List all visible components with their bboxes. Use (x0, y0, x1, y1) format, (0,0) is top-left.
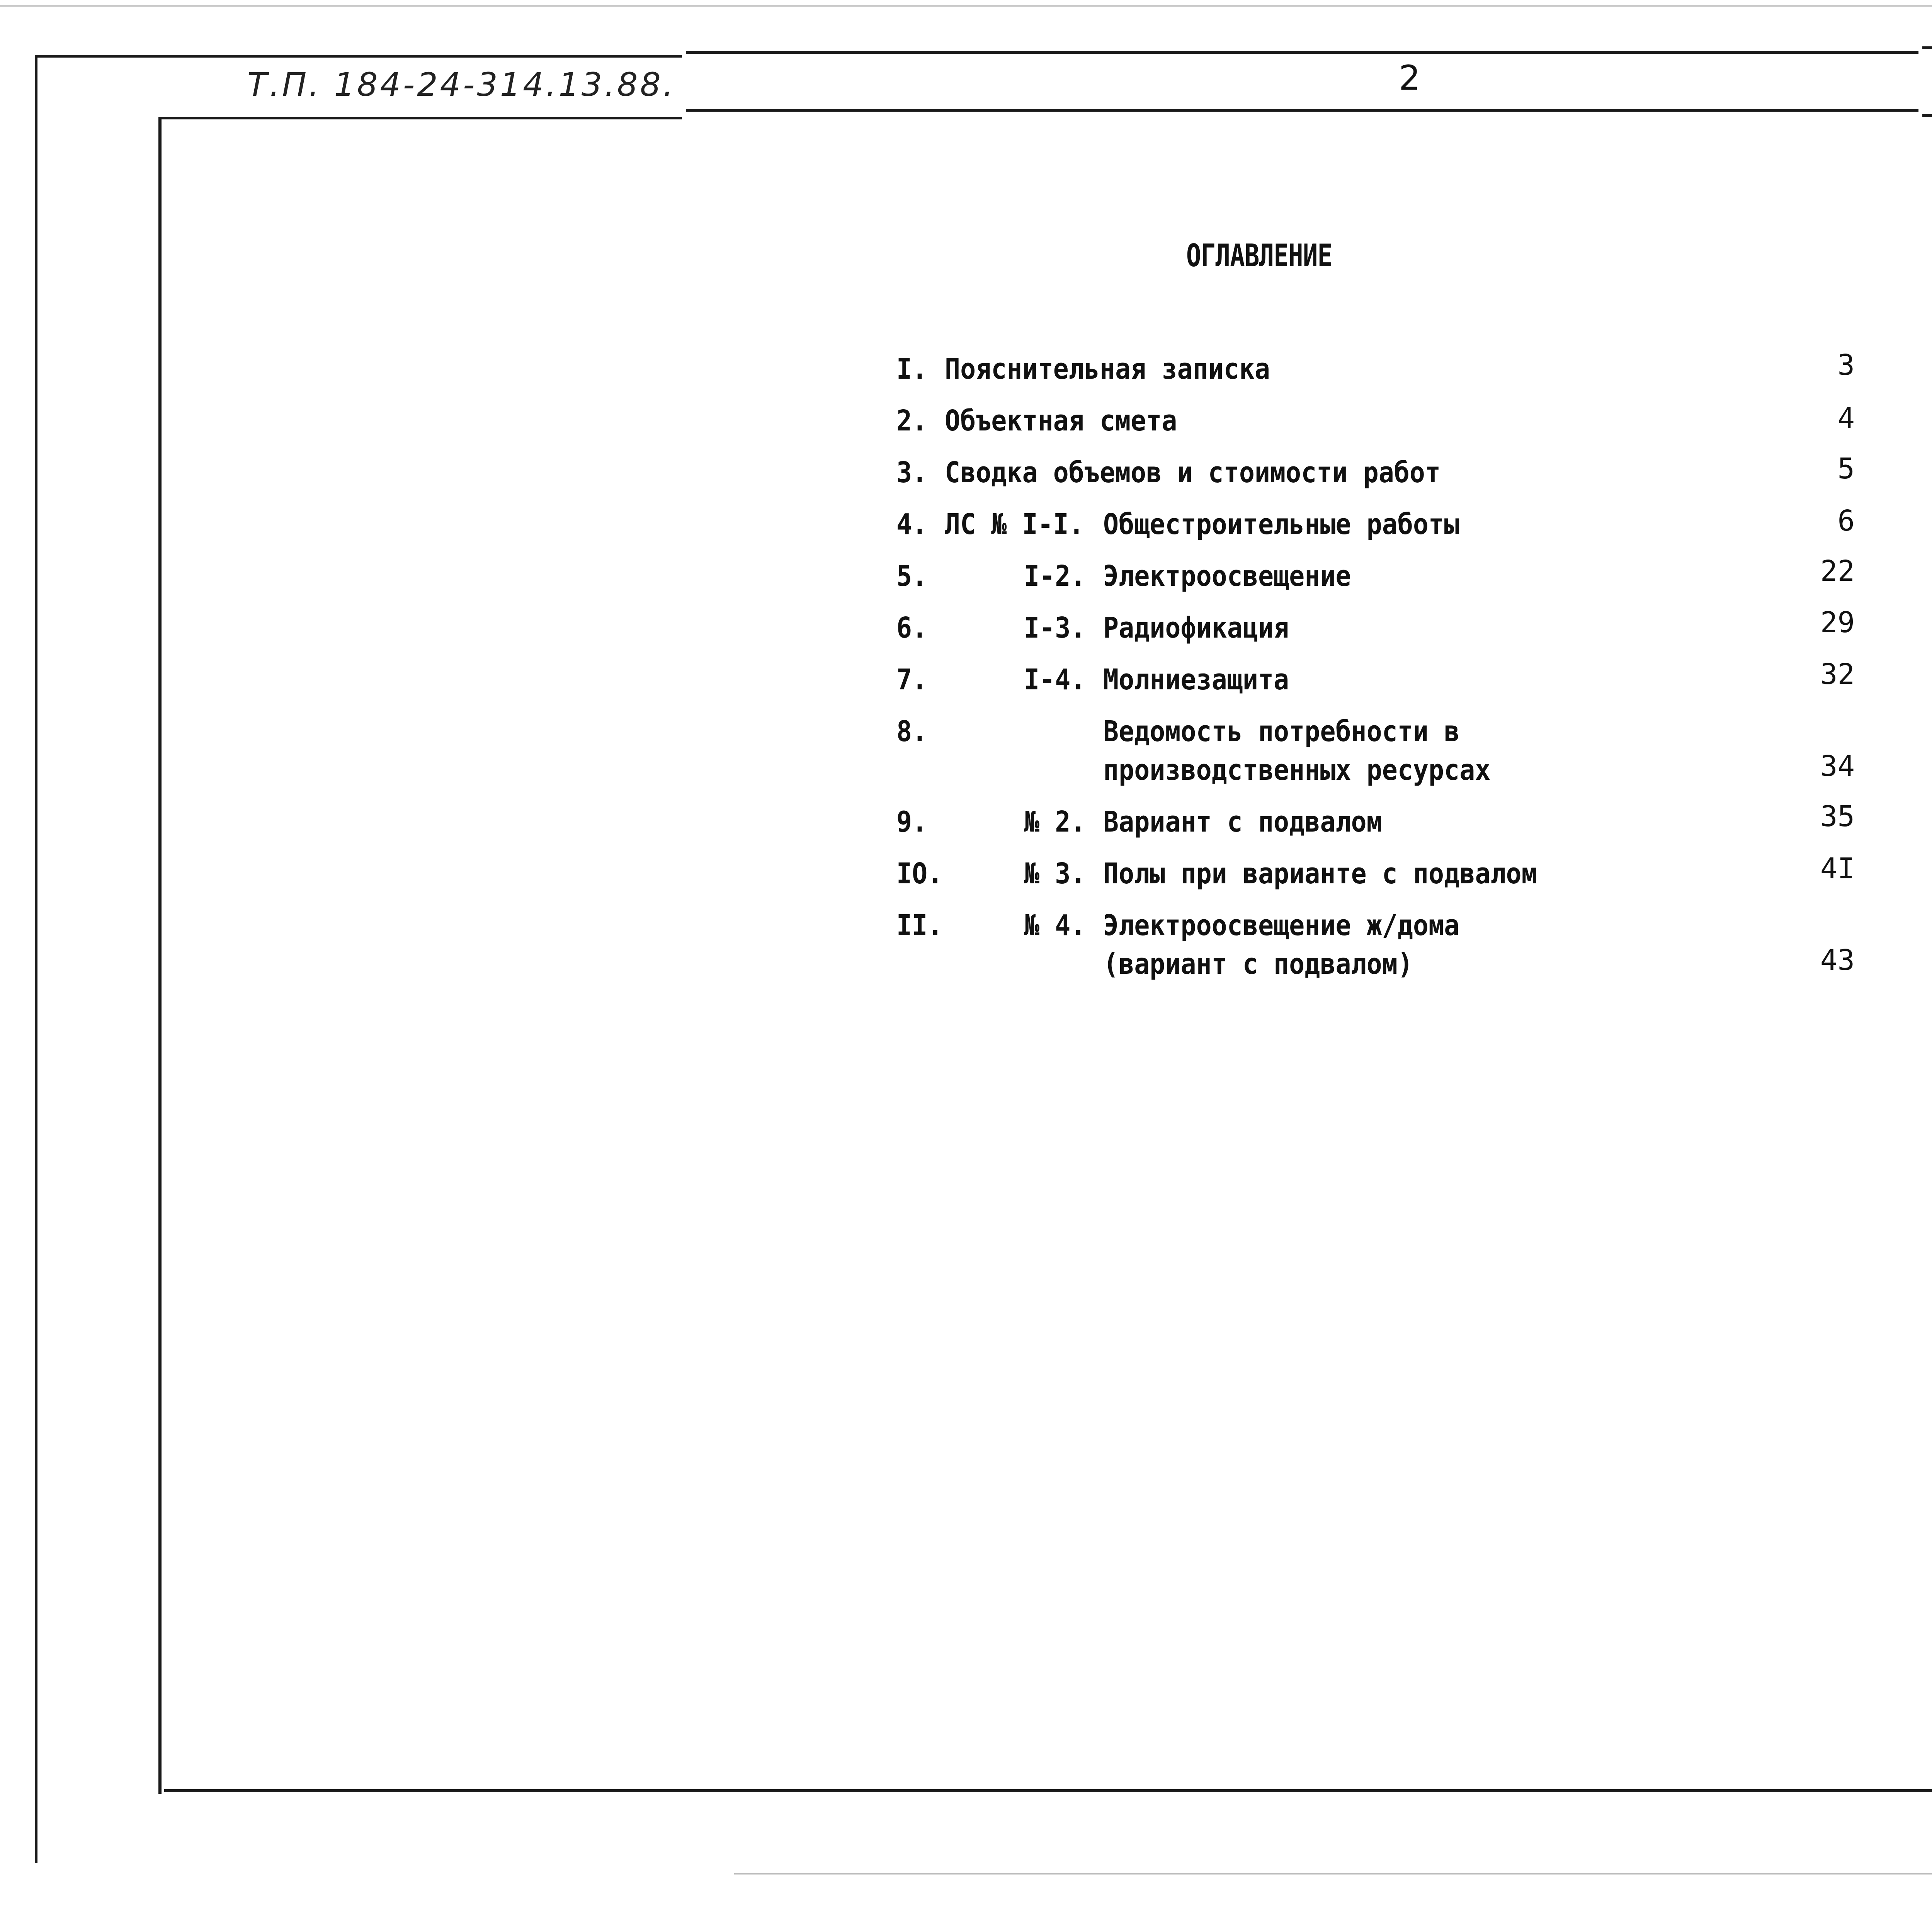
toc-entry-number: 2. (896, 404, 928, 437)
toc-entry-code: № 4. (1024, 909, 1086, 942)
toc-entry-number: 9. (896, 805, 928, 839)
toc-entry-text: Пояснительная записка (945, 352, 1270, 386)
toc-entry-number: 4. (896, 508, 928, 541)
toc-entry-number: I. (896, 352, 928, 386)
toc-entry-number: II. (896, 909, 943, 942)
toc-entry-text-line2: (вариант с подвалом) (1103, 947, 1413, 981)
toc-entry-page: 22 (1820, 555, 1855, 588)
toc-entry-code: I-4. (1024, 663, 1086, 696)
toc-entry-text: Ведомость потребности в (1103, 715, 1460, 748)
toc-entry-page: 6 (1837, 504, 1855, 538)
toc-entry-page: 32 (1820, 658, 1855, 691)
toc-entry-page: 5 (1837, 452, 1855, 485)
toc-entry-page: 43 (1820, 944, 1855, 977)
toc-entry-text: Общестроительные работы (1103, 508, 1460, 541)
toc-entry-text: Электроосвещение (1103, 560, 1351, 593)
toc-entry-text: Сводка объемов и стоимости работ (945, 456, 1441, 489)
toc-entry-text: Объектная смета (945, 404, 1177, 437)
toc-entry-page: 3 (1837, 349, 1855, 382)
toc-entry-code: I-3. (1024, 611, 1086, 645)
toc-entry-number: 5. (896, 560, 928, 593)
toc-entry-number: 3. (896, 456, 928, 489)
toc-entry-text-line2: производственных ресурсах (1103, 754, 1491, 787)
document-code: Т.П. 184-24-314.13.88. (247, 66, 676, 104)
toc-entry-number: 7. (896, 663, 928, 696)
toc-entry-code: I-2. (1024, 560, 1086, 593)
toc-entry-text: Вариант с подвалом (1103, 805, 1382, 839)
toc-entry-number: IO. (896, 857, 943, 890)
toc-entry-page: 4 (1837, 402, 1855, 435)
toc-entry-page: 35 (1820, 800, 1855, 833)
toc-entry-number: 6. (896, 611, 928, 645)
toc-entry-text: Электроосвещение ж/дома (1103, 909, 1460, 942)
toc-entry-number: 8. (896, 715, 928, 748)
toc-entry-code: ЛС № I-I. (945, 508, 1084, 541)
page-number: 2 (1399, 58, 1420, 98)
toc-entry-page: 34 (1820, 750, 1855, 783)
toc-entry-code: № 2. (1024, 805, 1086, 839)
toc-entry-text: Радиофикация (1103, 611, 1289, 645)
toc-entry-text: Полы при варианте с подвалом (1103, 857, 1537, 890)
toc-entry-code: № 3. (1024, 857, 1086, 890)
toc-title: ОГЛАВЛЕНИЕ (1186, 238, 1332, 274)
toc-entry-text: Молниезащита (1103, 663, 1289, 696)
toc-entry-page: 4I (1820, 852, 1855, 885)
toc-entry-page: 29 (1820, 606, 1855, 639)
